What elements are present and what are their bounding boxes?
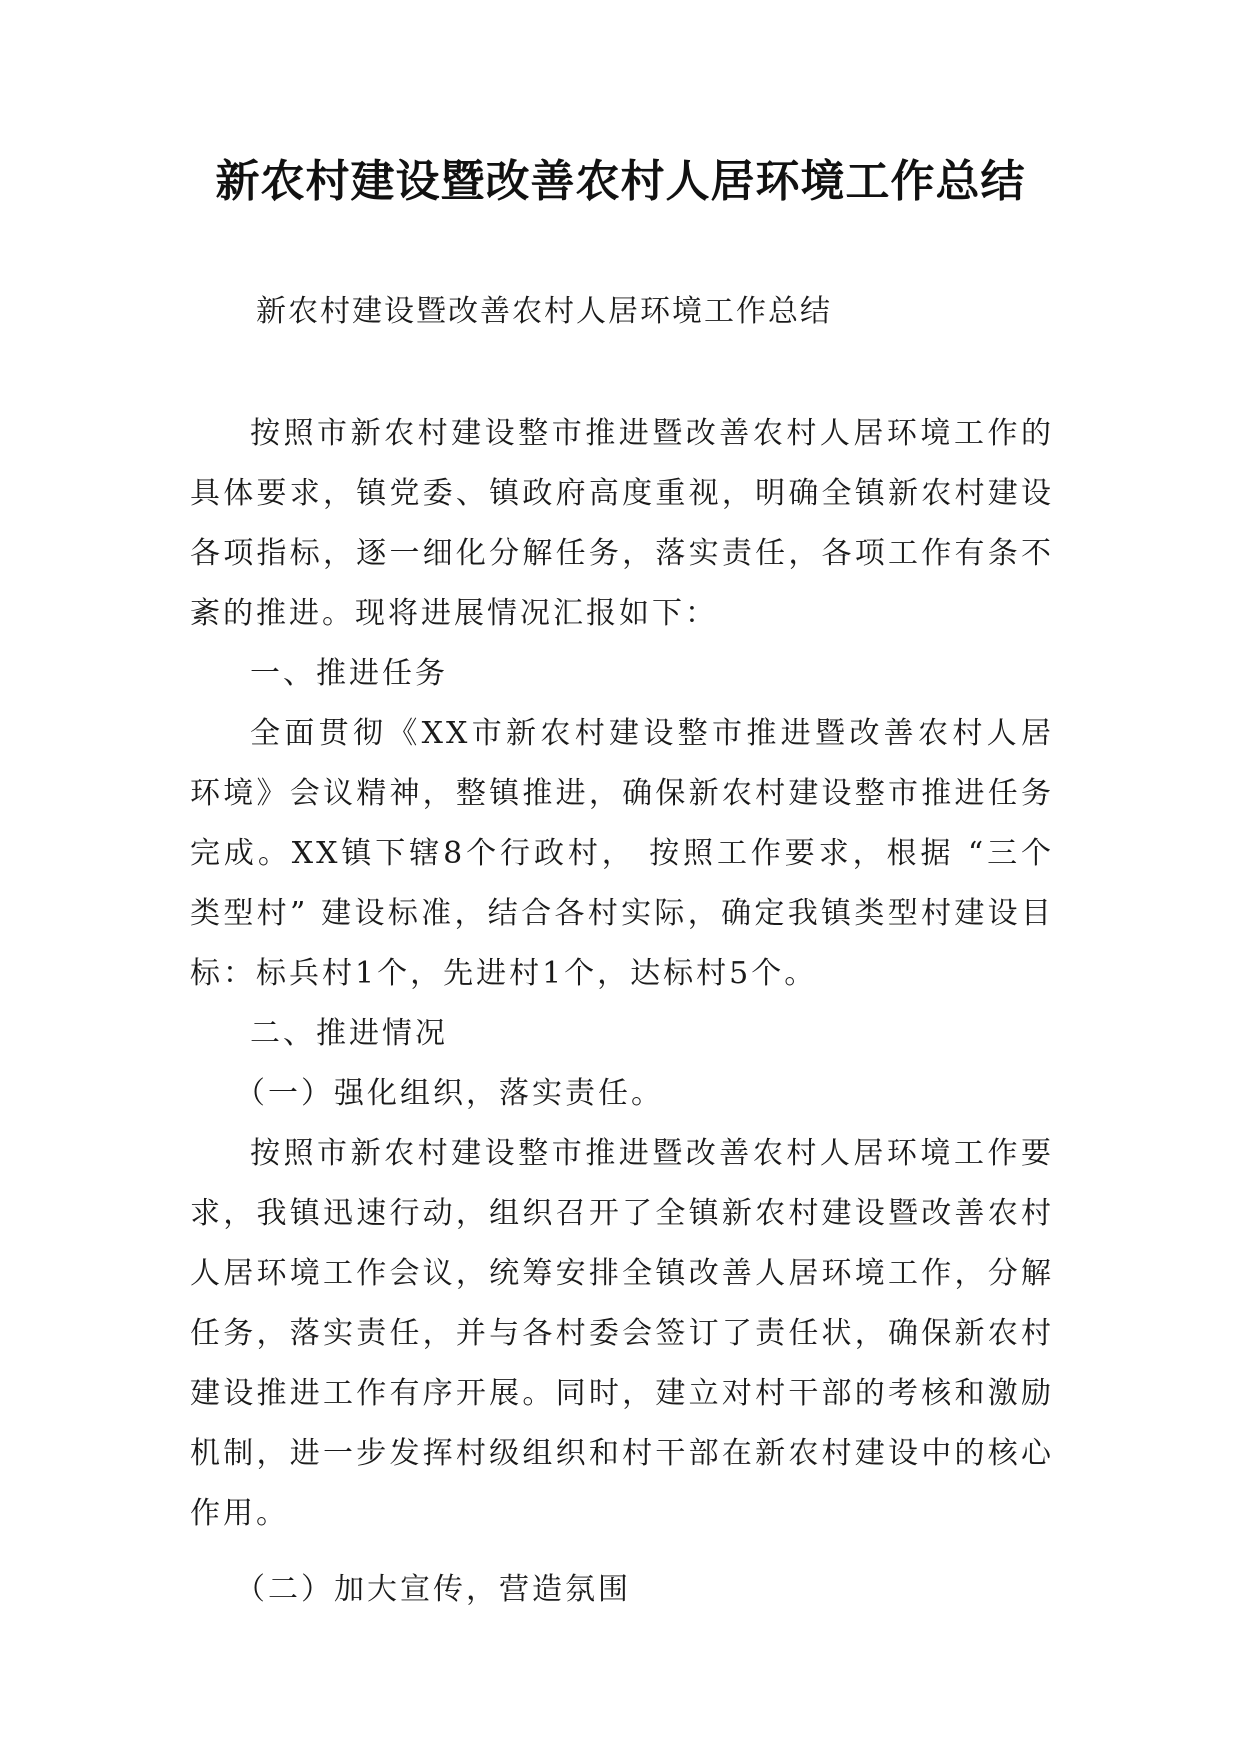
intro-paragraph: 按照市新农村建设整市推进暨改善农村人居环境工作的具体要求，镇党委、镇政府高度重视，明确全镇新农村建设各项指标，逐一细化分解任务，落实责任，各项工作有条不紊的推进。现将进展情况汇报如下： <box>190 416 1054 631</box>
document-subtitle: 新农村建设暨改善农村人居环境工作总结 <box>256 294 832 329</box>
section-heading-progress: 二、推进情况 <box>250 1016 448 1051</box>
paragraph-gap <box>190 1544 1054 1560</box>
subsection-heading-publicity: （二）加大宣传，营造氛围 <box>235 1572 631 1607</box>
document-body <box>190 404 1054 1620</box>
document-title: 新农村建设暨改善农村人居环境工作总结 <box>215 156 1026 207</box>
tasks-paragraph: 全面贯彻《XX市新农村建设整市推进暨改善农村人居环境》会议精神，整镇推进，确保新农村建设整市推进任务完成。XX镇下辖8个行政村， 按照工作要求，根据 “三个类型村” 建设标准，结合各村实际，确定我镇类型村建设目标：标兵村1个，先进村1个，达标村5个。 <box>190 716 1054 991</box>
subsection-heading-organization: （一）强化组织，落实责任。 <box>235 1076 664 1111</box>
section-heading-tasks: 一、推进任务 <box>250 656 448 691</box>
organization-paragraph: 按照市新农村建设整市推进暨改善农村人居环境工作要求，我镇迅速行动，组织召开了全镇新农村建设暨改善农村人居环境工作会议，统筹安排全镇改善人居环境工作，分解任务，落实责任，并与各村委会签订了责任状，确保新农村建设推进工作有序开展。同时，建立对村干部的考核和激励机制，进一步发挥村级组织和村干部在新农村建设中的核心作用。 <box>190 1136 1054 1531</box>
